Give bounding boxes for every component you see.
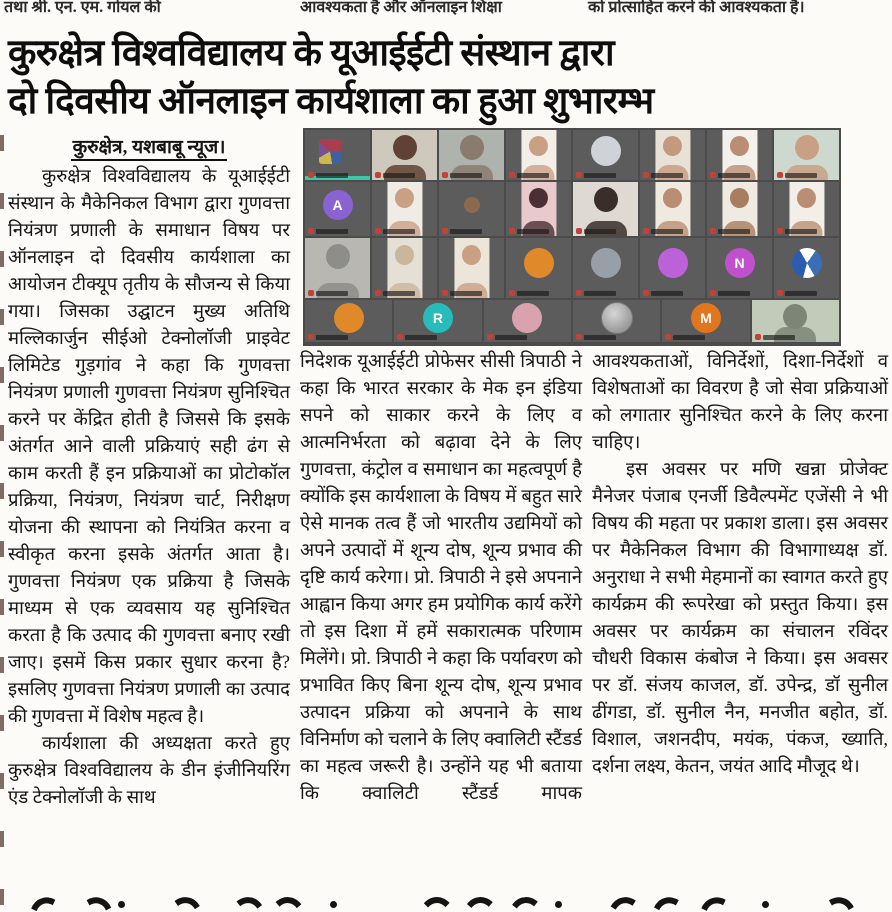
- participant-name-label: [308, 334, 348, 340]
- participant-tile: [305, 238, 370, 298]
- scan-artifact: [0, 135, 4, 905]
- mic-muted-icon: [509, 228, 515, 234]
- name-text-blur: [495, 335, 527, 340]
- name-text-blur: [718, 229, 750, 234]
- participant-name-label: [308, 172, 348, 178]
- cutoff-glyph-fragment: [418, 897, 457, 912]
- participant-name-label: [643, 228, 683, 234]
- mic-muted-icon: [375, 172, 381, 178]
- participant-name-label: [665, 334, 705, 340]
- participant-face: [460, 135, 484, 160]
- participant-name-label: [397, 334, 437, 340]
- mic-muted-icon: [509, 290, 515, 296]
- cutoff-glyph-fragment: [23, 893, 74, 912]
- name-text-blur: [517, 291, 549, 296]
- participant-face: [730, 188, 749, 208]
- participant-tile: [662, 300, 749, 342]
- participant-name-label: [777, 290, 817, 296]
- participant-tile: [305, 182, 370, 236]
- participant-name-label: [710, 172, 750, 178]
- participant-name-label: [442, 228, 482, 234]
- participant-tile: [305, 300, 392, 342]
- cutoff-glyph-fragment: [460, 896, 501, 912]
- name-text-blur: [517, 173, 549, 178]
- paragraph: इस अवसर पर मणि खन्ना प्रोजेक्ट मैनेजर पंजाब एनर्जी डिवैल्पमेंट एजेंसी ने भी विषय की महता पर प्रकाश डाला। इस अवसर पर मैकेनिकल विभाग की विभागाध्यक्ष डॉ. अनुराधा ने सभी मेहमानों का स्वागत करते हुए कार्यक्रम की रूपरेखा को प्रस्तुत किया। इस अवसर पर कार्यक्रम का संचालन रविंदर चौधरी विकास कंबोज ने किया। इस अवसर पर डॉ. संजय काजल, डॉ. उपेन्द्र, डॉ सुनील ढींगडा, डॉ. सुनील नैन, मनजीत बहोत, डॉ. विशाल, जशनदीप, मयंक, पंकज, ख्याति, दर्शना लक्ष्य, केतन, जयंत आदि मौजूद थे।: [592, 460, 888, 777]
- mic-muted-icon: [308, 334, 314, 340]
- paragraph: कुरुक्षेत्र विश्वविद्यालय के यूआईईटी संस्थान के मैकेनिकल विभाग द्वारा गुणवत्ता नियंत्रण प्रणाली के समाधान विषय पर ऑनलाइन दो दिवसीय कार्यशाला का आयोजन टीक्यूप तृतीय के सौजन्य से किया गया। जिसका उद्घाटन मुख्य अतिथि मल्लिकार्जुन सीईओ टेक्नोलॉजी प्राइवेट लिमिटेड गुड़गांव ने कहा कि गुणवत्ता नियंत्रण प्रणाली गुणवत्ता नियंत्रण सुनिश्चित करने पर केंद्रित होती है जिससे कि इसके अंतर्गत आने वाली प्रक्रियाएं सही ढंग से काम करती हैं इन प्रक्रियाओं का प्रोटोकॉल प्रक्रिया, नियंत्रण, नियंत्रण चार्ट, निरीक्षण योजना की स्थापना को नियंत्रित करना व स्वीकृत करना इसके अंतर्गत आता है। गुणवत्ता नियंत्रण एक प्रक्रिया है जिसके माध्यम से एक व्यवसाय यह सुनिश्चित करता है कि उत्पाद की गुणवत्ता बनाए रखी जाए। इसमें किस प्रकार सुधार करना है? इसलिए गुणवत्ता नियंत्रण प्रणाली का उत्पाद की गुणवत्ता में विशेष महत्व है।: [8, 167, 290, 727]
- mic-muted-icon: [397, 334, 403, 340]
- cutoff-glyph-fragment: [69, 893, 119, 912]
- cutoff-glyph-fragment: [646, 893, 695, 912]
- participant-tile: [394, 300, 481, 342]
- participant-tile: [372, 182, 437, 236]
- cutoff-glyph-fragment: [762, 901, 769, 908]
- participant-name-label: [308, 290, 348, 296]
- participant-tile: [439, 238, 504, 298]
- paragraph: कार्यशाला की अध्यक्षता करते हुए कुरुक्षेत्र विश्वविद्यालय के डीन इंजीनियरिंग एंड टेक्नोलॉजी के साथ: [8, 734, 290, 808]
- participant-face: [663, 136, 682, 156]
- article-column-3: [592, 349, 888, 781]
- participant-tile: [774, 130, 839, 180]
- name-text-blur: [383, 173, 415, 178]
- participant-tile: [774, 182, 839, 236]
- participant-name-label: [755, 334, 795, 340]
- cutoff-glyph-fragment: [505, 895, 548, 912]
- cutoff-glyph-fragment: [813, 893, 862, 912]
- cutoff-glyph-fragment: [225, 895, 269, 912]
- participant-name-label: [442, 290, 482, 296]
- mic-muted-icon: [487, 334, 493, 340]
- mic-muted-icon: [509, 172, 515, 178]
- mic-muted-icon: [643, 228, 649, 234]
- mic-muted-icon: [777, 172, 783, 178]
- participant-face: [797, 188, 816, 208]
- article-column-1: [8, 134, 290, 812]
- participant-row: [305, 130, 839, 180]
- participant-tile: [305, 130, 370, 180]
- participant-row: [305, 300, 839, 342]
- mic-muted-icon: [576, 228, 582, 234]
- participant-tile: [752, 300, 839, 342]
- workshop-video-conference-photo: [303, 128, 841, 346]
- name-text-blur: [584, 335, 616, 340]
- cutoff-glyph-fragment: [161, 894, 207, 912]
- participant-tile: [439, 182, 504, 236]
- participant-tile: [484, 300, 571, 342]
- participant-tile: [573, 238, 638, 298]
- name-text-blur: [785, 173, 817, 178]
- mic-muted-icon: [665, 334, 671, 340]
- participant-name-label: [576, 172, 616, 178]
- name-text-blur: [383, 291, 415, 296]
- mic-muted-icon: [308, 228, 314, 234]
- participant-name-label: [375, 290, 415, 296]
- byline: कुरुक्षेत्र, यशबाबू न्यूज।: [8, 134, 290, 161]
- mic-muted-icon: [576, 290, 582, 296]
- participant-name-label: [576, 290, 616, 296]
- participant-tile: [774, 238, 839, 298]
- participant-name-label: [576, 334, 616, 340]
- mic-muted-icon: [308, 172, 314, 178]
- participant-name-label: [710, 290, 750, 296]
- participant-tile: [506, 182, 571, 236]
- avatar-initial-circle: [591, 248, 621, 278]
- name-text-blur: [517, 229, 549, 234]
- participant-face: [730, 136, 749, 156]
- participant-name-label: [375, 172, 415, 178]
- name-text-blur: [450, 291, 482, 296]
- mic-muted-icon: [375, 228, 381, 234]
- avatar-initial-circle: [512, 303, 542, 333]
- participant-name-label: [375, 228, 415, 234]
- participant-tile: [640, 130, 705, 180]
- participant-tile: [640, 182, 705, 236]
- article-continuation-left: तथा श्री. एन. एम. गोयल की: [4, 0, 161, 16]
- name-text-blur: [651, 291, 683, 296]
- name-text-blur: [785, 291, 817, 296]
- mic-muted-icon: [442, 172, 448, 178]
- avatar-initial-circle: [591, 136, 621, 166]
- mic-muted-icon: [375, 290, 381, 296]
- participant-face: [795, 135, 819, 160]
- name-text-blur: [718, 291, 750, 296]
- cutoff-glyph-fragment: [603, 893, 650, 912]
- name-text-blur: [785, 229, 817, 234]
- name-text-blur: [316, 291, 348, 296]
- name-text-blur: [316, 335, 348, 340]
- participant-tile: [372, 130, 437, 180]
- mic-muted-icon: [576, 334, 582, 340]
- name-text-blur: [450, 173, 482, 178]
- participant-face: [464, 197, 480, 213]
- cutoff-glyph-fragment: [694, 893, 745, 912]
- cutoff-glyph-fragment: [266, 895, 308, 912]
- institute-logo-tile: [319, 139, 341, 164]
- participant-tile: [573, 300, 660, 342]
- participant-face: [529, 188, 548, 208]
- participant-face: [529, 136, 548, 156]
- participant-name-label: [509, 172, 549, 178]
- emblem-logo-avatar: [601, 302, 633, 334]
- mic-muted-icon: [777, 290, 783, 296]
- article-continuation-middle: आवश्यकता है और ऑनलाइन शिक्षा: [300, 0, 502, 16]
- name-text-blur: [673, 335, 705, 340]
- name-text-blur: [316, 173, 348, 178]
- name-text-blur: [584, 173, 616, 178]
- paragraph: आवश्यकताओं, विनिर्देशों, दिशा-निर्देशों व विशेषताओं का विवरण है जो सेवा प्रक्रियाओं को लगातार सुनिश्चित करने के लिए करना चाहिए।: [592, 352, 888, 453]
- participant-tile: [439, 130, 504, 180]
- article-column-2: [300, 349, 582, 808]
- article-continuation-right: को प्रोत्साहित करने की आवश्यकता है।: [588, 0, 805, 16]
- previous-articles-cutoff-strip: [0, 0, 892, 16]
- name-text-blur: [584, 291, 616, 296]
- cutoff-glyph-fragment: [330, 901, 337, 908]
- name-text-blur: [718, 173, 750, 178]
- avatar-initial-circle: R: [423, 303, 453, 333]
- participant-name-label: [710, 228, 750, 234]
- participant-face: [462, 245, 481, 265]
- participant-name-label: [643, 172, 683, 178]
- mic-muted-icon: [643, 172, 649, 178]
- headline-line-2: दो दिवसीय ऑनलाइन कार्यशाला का हुआ शुभारम्भ: [8, 81, 654, 122]
- mic-muted-icon: [710, 290, 716, 296]
- name-text-blur: [450, 229, 482, 234]
- participant-name-label: [777, 228, 817, 234]
- avatar-initial-circle: [524, 248, 554, 278]
- cutoff-glyph-fragment: [118, 901, 125, 908]
- mic-muted-icon: [442, 228, 448, 234]
- participant-tile: [707, 182, 772, 236]
- participant-tile: [707, 130, 772, 180]
- mic-muted-icon: [442, 290, 448, 296]
- participant-tile: [707, 238, 772, 298]
- participant-face: [783, 304, 807, 329]
- participant-name-label: [643, 290, 683, 296]
- globe-logo-avatar: [792, 248, 822, 278]
- participant-name-label: [509, 228, 549, 234]
- name-text-blur: [383, 229, 415, 234]
- participant-tile: [506, 238, 571, 298]
- participant-face: [395, 245, 414, 265]
- participant-face: [393, 135, 417, 160]
- participant-name-label: [487, 334, 527, 340]
- avatar-initial-circle: M: [691, 303, 721, 333]
- participant-face: [663, 188, 682, 208]
- participant-tile: [372, 238, 437, 298]
- mic-muted-icon: [777, 228, 783, 234]
- name-text-blur: [651, 229, 683, 234]
- participant-tile: [573, 182, 638, 236]
- next-headline-cutoff: [0, 893, 892, 912]
- participant-tile: [506, 130, 571, 180]
- participant-name-label: [308, 228, 348, 234]
- avatar-initial-circle: A: [323, 190, 353, 220]
- mic-muted-icon: [308, 290, 314, 296]
- participant-row: [305, 238, 839, 298]
- mic-muted-icon: [643, 290, 649, 296]
- participant-face: [594, 187, 618, 212]
- article-headline: [8, 30, 886, 126]
- mic-muted-icon: [710, 228, 716, 234]
- participant-row: [305, 182, 839, 236]
- mic-muted-icon: [710, 172, 716, 178]
- participant-tile: [573, 130, 638, 180]
- participant-face: [395, 188, 414, 208]
- participant-face: [326, 244, 350, 269]
- paragraph: निदेशक यूआईईटी प्रोफेसर सीसी त्रिपाठी ने कहा कि भारत सरकार के मेक इन इंडिया सपने को साकार करने के लिए व आत्मनिर्भरता को बढ़ावा देने के लिए गुणवत्ता, कंट्रोल व समाधान का महत्वपूर्ण है क्योंकि इस कार्यशाला के विषय में बहुत सारे ऐसे मानक तत्व हैं जो भारतीय उद्यमियों को अपने उत्पादों में शून्य दोष, शून्य प्रभाव की दृष्टि कार्य करेगा। प्रो. त्रिपाठी ने इसे अपनाने आह्वान किया अगर हम प्रयोगिक कार्य करेंगे तो इस दिशा में हमें सकारात्मक परिणाम मिलेंगे। प्रो. त्रिपाठी ने कहा कि पर्यावरण को प्रभावित किए बिना शून्य दोष, शून्य प्रभाव उत्पादन प्रक्रिया को अपनाने के साथ विनिर्माण को चलाने के लिए क्वालिटी स्टैंडर्ड का महत्व जरूरी है। उन्होंने यह भी बताया कि क्वालिटी स्टैंडर्ड मापक: [300, 352, 582, 804]
- participant-tile: [640, 238, 705, 298]
- mic-muted-icon: [755, 334, 761, 340]
- name-text-blur: [405, 335, 437, 340]
- participant-name-label: [509, 290, 549, 296]
- headline-line-1: कुरुक्षेत्र विश्वविद्यालय के यूआईईटी संस्थान द्वारा: [8, 33, 615, 74]
- participant-name-label: [777, 172, 817, 178]
- webcam-video-strip: [454, 238, 489, 298]
- name-text-blur: [316, 229, 348, 234]
- participant-name-label: [442, 172, 482, 178]
- avatar-initial-circle: N: [725, 248, 755, 278]
- cutoff-glyph-fragment: [555, 901, 562, 908]
- avatar-initial-circle: [334, 303, 364, 333]
- name-text-blur: [763, 335, 795, 340]
- participant-name-label: [576, 228, 616, 234]
- name-text-blur: [584, 229, 616, 234]
- webcam-video-strip: [387, 238, 422, 298]
- name-text-blur: [651, 173, 683, 178]
- mic-muted-icon: [576, 172, 582, 178]
- avatar-initial-circle: [658, 248, 688, 278]
